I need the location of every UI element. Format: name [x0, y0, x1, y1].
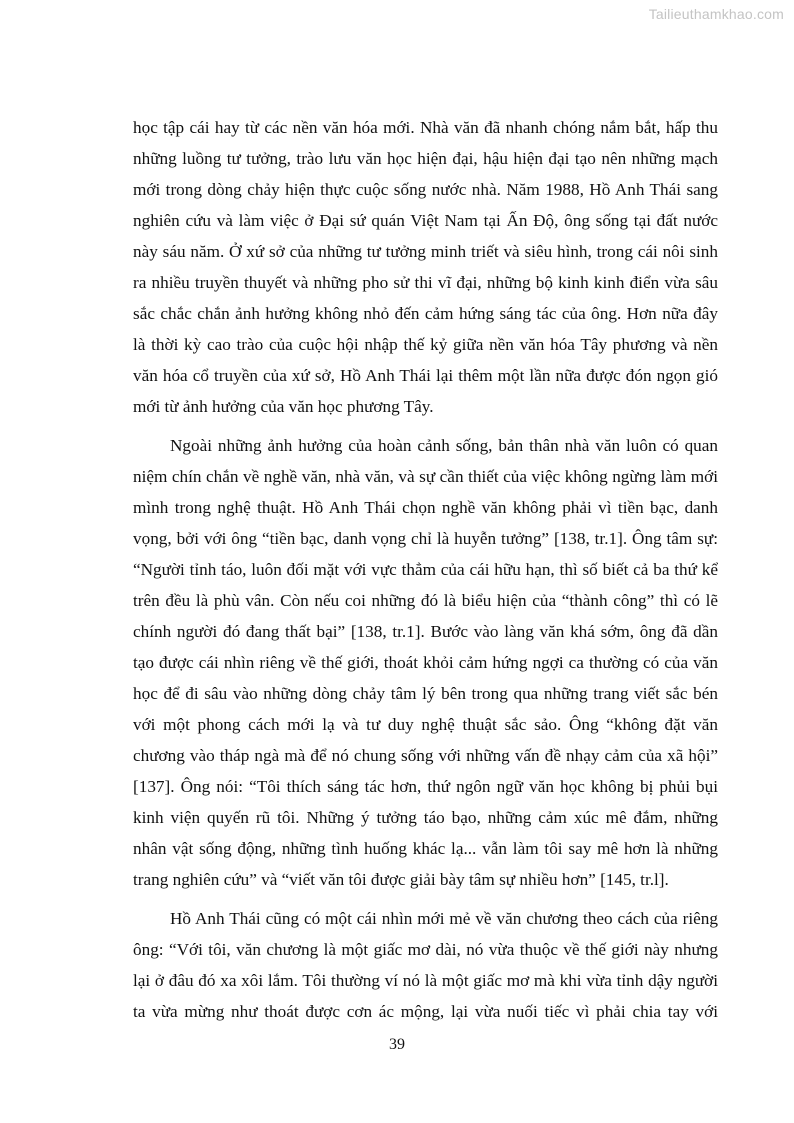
text-line: “Người tỉnh táo, luôn đối mặt với vực thẳm của cái hữu hạn, thì số biết cả ba thứ kể — [133, 560, 718, 579]
text-line: mới từ ảnh hưởng của văn học phương Tây. — [133, 397, 434, 416]
text-line: học để đi sâu vào những dòng chảy tâm lý bên trong qua những trang viết sắc bén — [133, 684, 718, 703]
text-line: trang nghiên cứu” và “viết văn tôi được giải bày tâm sự nhiều hơn” [145, tr.l]. — [133, 870, 669, 889]
text-line: ta vừa mừng như thoát được cơn ác mộng, lại vừa nuối tiếc vì phải chia tay với — [133, 1002, 718, 1021]
text-line: lại ở đâu đó xa xôi lắm. Tôi thường ví nó là một giấc mơ mà khi vừa tỉnh dậy người — [133, 971, 718, 990]
text-line: mới trong dòng chảy hiện thực cuộc sống nước nhà. Năm 1988, Hồ Anh Thái sang — [133, 180, 718, 199]
text-line: Hồ Anh Thái cũng có một cái nhìn mới mẻ về văn chương theo cách của riêng — [170, 909, 718, 928]
watermark: Tailieuthamkhao.com — [648, 6, 784, 22]
text-line: này sáu năm. Ở xứ sở của những tư tưởng minh triết và siêu hình, trong cái nôi sinh — [133, 242, 718, 261]
text-line: nghiên cứu và làm việc ở Đại sứ quán Việt Nam tại Ấn Độ, ông sống tại đất nước — [133, 211, 718, 230]
paragraph-1 — [133, 112, 718, 422]
text-line: văn hóa cổ truyền của xứ sở, Hồ Anh Thái lại thêm một lần nữa được đón ngọn gió — [133, 366, 718, 385]
text-line: ông: “Với tôi, văn chương là một giấc mơ dài, nó vừa thuộc về thế giới này nhưng — [133, 940, 718, 959]
text-line: với một phong cách mới lạ và tư duy nghệ thuật sắc sảo. Ông “không đặt văn — [133, 715, 718, 734]
paragraph-3 — [133, 903, 718, 1027]
text-line: [137]. Ông nói: “Tôi thích sáng tác hơn, thứ ngôn ngữ văn học không bị phủi bụi — [133, 777, 718, 796]
text-line: niệm chín chắn về nghề văn, nhà văn, và sự cần thiết của việc không ngừng làm mới — [133, 467, 718, 486]
text-line: mình trong nghệ thuật. Hồ Anh Thái chọn nghề văn không phải vì tiền bạc, danh — [133, 498, 718, 517]
text-line: sắc chắc chắn ảnh hưởng không nhỏ đến cảm hứng sáng tác của ông. Hơn nữa đây — [133, 304, 718, 323]
text-line: kinh viện quyến rũ tôi. Những ý tưởng táo bạo, những cảm xúc mê đắm, những — [133, 808, 718, 827]
text-line: là thời kỳ cao trào của cuộc hội nhập thế kỷ giữa nền văn hóa Tây phương và nền — [133, 335, 718, 354]
text-line: ra nhiều truyền thuyết và những pho sử thi vĩ đại, những bộ kinh kinh điển vừa sâu — [133, 273, 718, 292]
text-line: chương vào tháp ngà mà để nó chung sống với những vấn đề nhạy cảm của xã hội” — [133, 746, 718, 765]
text-line: nhân vật sống động, những tình huống khác lạ... vẫn làm tôi say mê hơn là những — [133, 839, 718, 858]
text-line: học tập cái hay từ các nền văn hóa mới. Nhà văn đã nhanh chóng nắm bắt, hấp thu — [133, 118, 718, 137]
paragraph-2 — [133, 430, 718, 895]
text-line: vọng, bởi với ông “tiền bạc, danh vọng chỉ là huyễn tưởng” [138, tr.1]. Ông tâm sự: — [133, 529, 718, 548]
text-line: trên đều là phù vân. Còn nếu coi những đó là biểu hiện của “thành công” thì có lẽ — [133, 591, 718, 610]
text-line: tạo được cái nhìn riêng về thế giới, thoát khỏi cảm hứng ngợi ca thường có của văn — [133, 653, 718, 672]
body-text — [133, 112, 718, 1027]
text-line: chính người đó đang thất bại” [138, tr.1]. Bước vào làng văn khá sớm, ông đã dần — [133, 622, 718, 641]
page-number: 39 — [389, 1036, 405, 1053]
text-line: Ngoài những ảnh hưởng của hoàn cảnh sống, bản thân nhà văn luôn có quan — [170, 436, 718, 455]
text-line: những luồng tư tưởng, trào lưu văn học hiện đại, hậu hiện đại tạo nên những mạch — [133, 149, 718, 168]
